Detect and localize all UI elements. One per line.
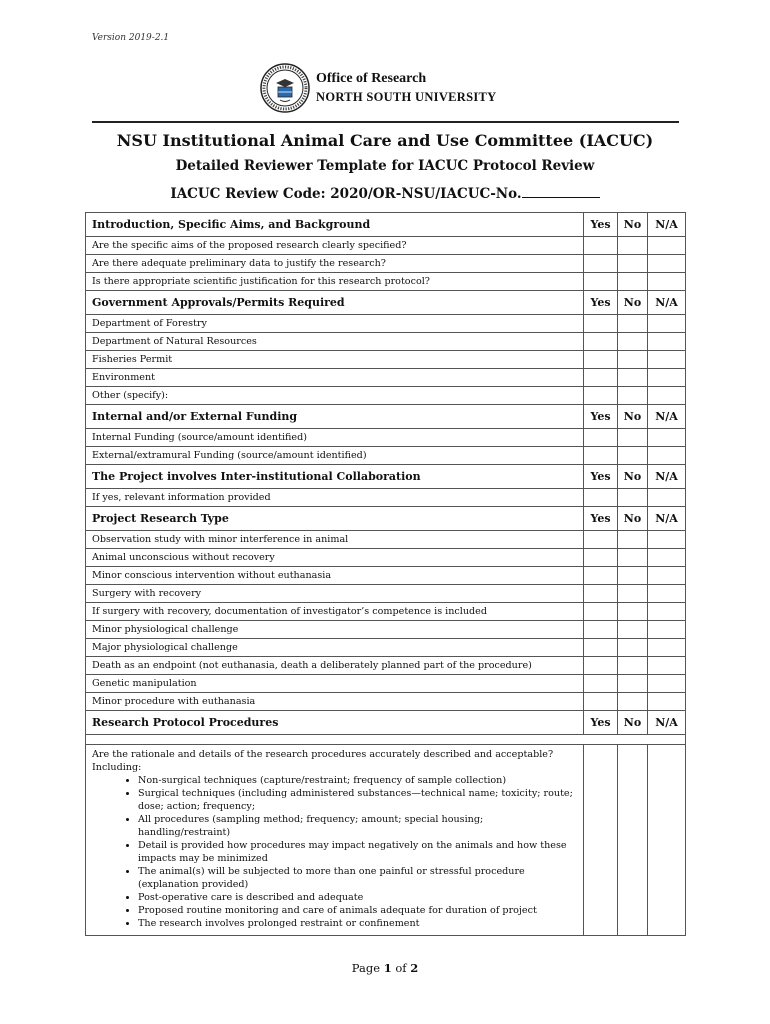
answer-no-cell[interactable] <box>618 745 648 936</box>
checklist-item: Surgery with recovery <box>86 585 584 603</box>
checklist-row <box>86 693 686 711</box>
list-item: • Detail is provided how procedures may impact negatively on the animals and how these impacts may be minimized <box>138 839 577 865</box>
checklist-item: If yes, relevant information provided <box>86 489 584 507</box>
column-header-na: N/A <box>648 711 686 735</box>
checklist-row <box>86 745 686 936</box>
answer-na-cell[interactable] <box>648 255 686 273</box>
procedures-intro: Are the rationale and details of the research procedures accurately described and acceptable? Including: <box>92 749 554 773</box>
version-label: Version 2019-2.1 <box>92 33 170 43</box>
answer-na-cell[interactable] <box>648 621 686 639</box>
answer-na-cell[interactable] <box>648 237 686 255</box>
column-header-na: N/A <box>648 507 686 531</box>
checklist-row <box>86 567 686 585</box>
section-header <box>86 465 686 489</box>
answer-na-cell[interactable] <box>648 447 686 465</box>
answer-no-cell[interactable] <box>618 387 648 405</box>
page-title: NSU Institutional Animal Care and Use Committee (IACUC) <box>116 131 654 150</box>
answer-na-cell[interactable] <box>648 273 686 291</box>
list-item: • The animal(s) will be subjected to more than one painful or stressful procedure (explanation provided) <box>138 865 577 891</box>
checklist-item: Are there adequate preliminary data to justify the research? <box>86 255 584 273</box>
current-page: 1 <box>383 961 392 975</box>
checklist-item: Fisheries Permit <box>86 351 584 369</box>
column-header-na: N/A <box>648 213 686 237</box>
answer-no-cell[interactable] <box>618 237 648 255</box>
checklist-item: Death as an endpoint (not euthanasia, death a deliberately planned part of the procedure) <box>86 657 584 675</box>
column-header-na: N/A <box>648 465 686 489</box>
checklist-row <box>86 585 686 603</box>
answer-na-cell[interactable] <box>648 657 686 675</box>
university-name: NORTH SOUTH UNIVERSITY <box>316 89 497 104</box>
section-title: Research Protocol Procedures <box>86 711 584 735</box>
column-header-no: No <box>618 507 648 531</box>
checklist-item: Major physiological challenge <box>86 639 584 657</box>
answer-yes-cell[interactable] <box>584 657 618 675</box>
answer-na-cell[interactable] <box>648 567 686 585</box>
answer-no-cell[interactable] <box>618 567 648 585</box>
answer-yes-cell[interactable] <box>584 693 618 711</box>
answer-yes-cell[interactable] <box>584 447 618 465</box>
section-title: Internal and/or External Funding <box>86 405 584 429</box>
checklist-item: External/extramural Funding (source/amount identified) <box>86 447 584 465</box>
checklist-row <box>86 531 686 549</box>
answer-na-cell[interactable] <box>648 489 686 507</box>
review-checklist-table <box>85 212 686 936</box>
checklist-row <box>86 387 686 405</box>
list-item: • The research involves prolonged restraint or confinement <box>138 917 577 930</box>
checklist-row <box>86 639 686 657</box>
list-item: • Post-operative care is described and adequate <box>138 891 577 904</box>
checklist-row <box>86 369 686 387</box>
column-header-no: No <box>618 711 648 735</box>
answer-yes-cell[interactable] <box>584 333 618 351</box>
answer-na-cell[interactable] <box>648 639 686 657</box>
section-header <box>86 711 686 735</box>
checklist-item: Animal unconscious without recovery <box>86 549 584 567</box>
checklist-item: Department of Natural Resources <box>86 333 584 351</box>
answer-no-cell[interactable] <box>618 549 648 567</box>
answer-no-cell[interactable] <box>618 621 648 639</box>
answer-na-cell[interactable] <box>648 333 686 351</box>
answer-no-cell[interactable] <box>618 603 648 621</box>
checklist-item: Genetic manipulation <box>86 675 584 693</box>
answer-no-cell[interactable] <box>618 693 648 711</box>
answer-no-cell[interactable] <box>618 657 648 675</box>
checklist-item: Is there appropriate scientific justification for this research protocol? <box>86 273 584 291</box>
section-header <box>86 507 686 531</box>
list-item: • Surgical techniques (including administered substances—technical name; toxicity; route; dose; action; frequency; <box>138 787 577 813</box>
column-header-no: No <box>618 291 648 315</box>
page-subtitle: Detailed Reviewer Template for IACUC Protocol Review <box>175 158 595 174</box>
checklist-row <box>86 621 686 639</box>
answer-no-cell[interactable] <box>618 315 648 333</box>
section-title: Government Approvals/Permits Required <box>86 291 584 315</box>
answer-na-cell[interactable] <box>648 531 686 549</box>
answer-no-cell[interactable] <box>618 531 648 549</box>
answer-yes-cell[interactable] <box>584 639 618 657</box>
answer-na-cell[interactable] <box>648 745 686 936</box>
answer-no-cell[interactable] <box>618 369 648 387</box>
answer-no-cell[interactable] <box>618 255 648 273</box>
answer-yes-cell[interactable] <box>584 585 618 603</box>
column-header-no: No <box>618 213 648 237</box>
column-header-yes: Yes <box>584 405 618 429</box>
university-seal-icon <box>260 63 310 113</box>
review-code-label: IACUC Review Code: 2020/OR-NSU/IACUC-No. <box>170 186 522 202</box>
total-pages: 2 <box>410 961 419 975</box>
column-header-no: No <box>618 465 648 489</box>
checklist-item: Minor physiological challenge <box>86 621 584 639</box>
column-header-yes: Yes <box>584 213 618 237</box>
checklist-row <box>86 273 686 291</box>
answer-yes-cell[interactable] <box>584 531 618 549</box>
checklist-row <box>86 489 686 507</box>
answer-yes-cell[interactable] <box>584 255 618 273</box>
section-header <box>86 213 686 237</box>
answer-na-cell[interactable] <box>648 387 686 405</box>
answer-yes-cell[interactable] <box>584 387 618 405</box>
answer-no-cell[interactable] <box>618 351 648 369</box>
answer-yes-cell[interactable] <box>584 273 618 291</box>
header-divider <box>92 121 679 123</box>
checklist-row <box>86 549 686 567</box>
checklist-item: If surgery with recovery, documentation of investigator’s competence is included <box>86 603 584 621</box>
checklist-item: Are the specific aims of the proposed research clearly specified? <box>86 237 584 255</box>
column-header-yes: Yes <box>584 465 618 489</box>
column-header-yes: Yes <box>584 711 618 735</box>
answer-no-cell[interactable] <box>618 429 648 447</box>
checklist-item: Minor procedure with euthanasia <box>86 693 584 711</box>
answer-na-cell[interactable] <box>648 315 686 333</box>
checklist-item: Environment <box>86 369 584 387</box>
procedures-list <box>92 774 577 930</box>
section-header <box>86 291 686 315</box>
answer-na-cell[interactable] <box>648 693 686 711</box>
checklist-item: Department of Forestry <box>86 315 584 333</box>
answer-yes-cell[interactable] <box>584 745 618 936</box>
section-title: The Project involves Inter-institutional Collaboration <box>86 465 584 489</box>
checklist-row <box>86 237 686 255</box>
section-header <box>86 405 686 429</box>
answer-yes-cell[interactable] <box>584 489 618 507</box>
answer-na-cell[interactable] <box>648 429 686 447</box>
answer-na-cell[interactable] <box>648 369 686 387</box>
spacer-row <box>86 735 686 745</box>
list-item: • Non-surgical techniques (capture/restraint; frequency of sample collection) <box>138 774 577 787</box>
answer-yes-cell[interactable] <box>584 369 618 387</box>
checklist-row <box>86 255 686 273</box>
answer-yes-cell[interactable] <box>584 351 618 369</box>
checklist-row <box>86 603 686 621</box>
answer-no-cell[interactable] <box>618 675 648 693</box>
column-header-yes: Yes <box>584 507 618 531</box>
answer-yes-cell[interactable] <box>584 603 618 621</box>
checklist-row <box>86 657 686 675</box>
answer-na-cell[interactable] <box>648 675 686 693</box>
checklist-item: Internal Funding (source/amount identified) <box>86 429 584 447</box>
review-code <box>0 185 770 202</box>
checklist-row <box>86 447 686 465</box>
column-header-na: N/A <box>648 405 686 429</box>
checklist-row <box>86 675 686 693</box>
checklist-item: Other (specify): <box>86 387 584 405</box>
checklist-item: Observation study with minor interference in animal <box>86 531 584 549</box>
answer-na-cell[interactable] <box>648 603 686 621</box>
section-title: Introduction, Specific Aims, and Background <box>86 213 584 237</box>
column-header-no: No <box>618 405 648 429</box>
answer-yes-cell[interactable] <box>584 567 618 585</box>
answer-yes-cell[interactable] <box>584 315 618 333</box>
review-code-blank[interactable] <box>522 185 600 198</box>
office-name: Office of Research <box>316 70 427 86</box>
checklist-row <box>86 351 686 369</box>
procedures-detail <box>86 745 584 936</box>
answer-yes-cell[interactable] <box>584 429 618 447</box>
section-title: Project Research Type <box>86 507 584 531</box>
answer-yes-cell[interactable] <box>584 237 618 255</box>
answer-na-cell[interactable] <box>648 585 686 603</box>
answer-na-cell[interactable] <box>648 351 686 369</box>
column-header-yes: Yes <box>584 291 618 315</box>
column-header-na: N/A <box>648 291 686 315</box>
checklist-row <box>86 315 686 333</box>
page-footer: Page 1 of 2 <box>351 961 419 975</box>
list-item: • Proposed routine monitoring and care of animals adequate for duration of project <box>138 904 577 917</box>
answer-yes-cell[interactable] <box>584 621 618 639</box>
checklist-item: Minor conscious intervention without euthanasia <box>86 567 584 585</box>
answer-na-cell[interactable] <box>648 549 686 567</box>
answer-no-cell[interactable] <box>618 333 648 351</box>
answer-no-cell[interactable] <box>618 489 648 507</box>
answer-yes-cell[interactable] <box>584 675 618 693</box>
answer-no-cell[interactable] <box>618 447 648 465</box>
answer-no-cell[interactable] <box>618 585 648 603</box>
letterhead <box>260 60 497 115</box>
answer-no-cell[interactable] <box>618 639 648 657</box>
checklist-row <box>86 333 686 351</box>
answer-yes-cell[interactable] <box>584 549 618 567</box>
checklist-row <box>86 429 686 447</box>
list-item: • All procedures (sampling method; frequency; amount; special housing; handling/restraint) <box>138 813 577 839</box>
answer-no-cell[interactable] <box>618 273 648 291</box>
